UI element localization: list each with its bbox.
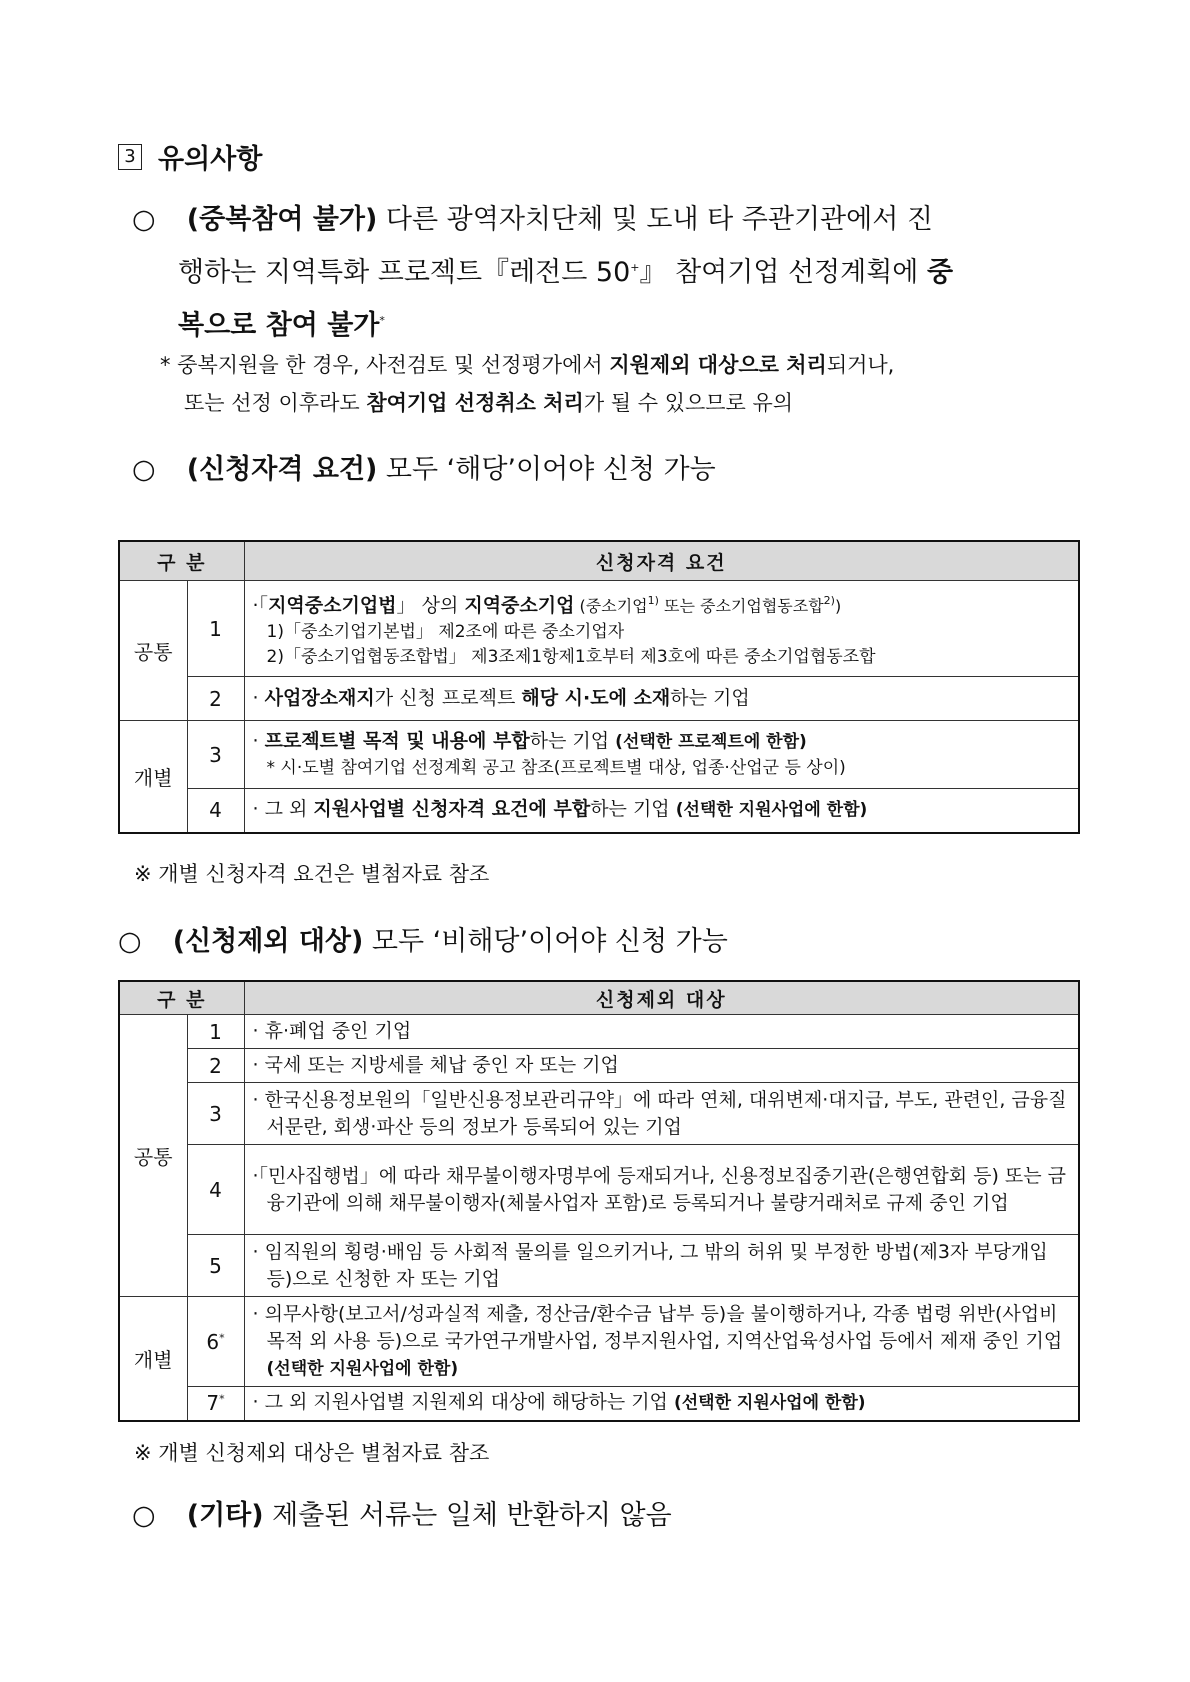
excl-head-category: 구 분: [119, 981, 244, 1015]
dup-line2: 행하는 지역특화 프로젝트『레전드 50: [178, 257, 631, 288]
text-bold: 프로젝트별 목적 및 내용에 부합: [264, 730, 530, 752]
etc-paragraph: [132, 1492, 672, 1540]
sup: *: [219, 1330, 225, 1344]
text: 하는 기업: [670, 687, 750, 709]
dup-line3-bold: 복으로 참여 불가: [178, 310, 380, 341]
dup-label: (중복참여 불가): [186, 204, 378, 235]
table-row: [119, 1015, 1079, 1049]
dup-line2-sup: +: [630, 261, 640, 274]
text: 가 신청 프로젝트: [374, 687, 522, 709]
elig-label: (신청자격 요건): [186, 454, 378, 485]
etc-rest: 제출된 서류는 일체 반환하지 않음: [263, 1500, 672, 1531]
text-bold: 지원사업별 신청자격 요건에 부합: [313, 798, 591, 821]
elig-row1-content: [244, 581, 1079, 677]
table-row: [119, 677, 1079, 721]
sup: 1): [647, 594, 659, 608]
excl-rest: 모두 ‘비해당’이어야 신청 가능: [363, 926, 728, 957]
section-heading: [118, 137, 262, 176]
sup: 2): [823, 594, 835, 608]
table-row: [119, 789, 1079, 833]
text-bold: (선택한 지원사업에 한함): [673, 1393, 866, 1414]
elig-head-requirement: 신청자격 요건: [244, 541, 1079, 581]
row-number: 3: [187, 1083, 244, 1145]
dup-paragraph: [132, 196, 1082, 350]
excl-category-common: 공통: [119, 1015, 187, 1297]
excl-row4-content: [244, 1145, 1079, 1235]
text: 또는 중소기업협동조합: [658, 596, 824, 616]
text: 6: [206, 1329, 220, 1354]
excl-refnote: ※ 개별 신청제외 대상은 별첨자료 참조: [134, 1441, 490, 1465]
dup-note-rest1: 되거나,: [826, 353, 895, 377]
elig-rest: 모두 ‘해당’이어야 신청 가능: [377, 454, 716, 485]
elig-row3-sub1: * 시·도별 참여기업 선정계획 공고 참조(프로젝트별 대상, 업종·산업군 등 상이): [266, 758, 846, 778]
elig-row1-sub1: 1)「중소기업기본법」 제2조에 따른 중소기업자: [266, 621, 625, 642]
dup-note-line2a: 또는 선정 이후라도: [184, 391, 367, 415]
elig-refnote: ※ 개별 신청자격 요건은 별첨자료 참조: [134, 862, 490, 886]
dup-note: [160, 346, 1090, 422]
excl-category-individual: 개별: [119, 1297, 187, 1421]
excl-row1-content: [244, 1015, 1079, 1049]
elig-row2-content: [244, 677, 1079, 721]
text: · 의무사항(보고서/성과실적 제출, 정산금/환수금 납부 등)을 불이행하거나, 각종 법령 위반(사업비 목적 외 사용 등)으로 국가연구개발사업, 정부지원사업, 지역산업육성사업 등에서 제재 중인 기업: [252, 1302, 1063, 1352]
bullet-circle: ○: [132, 1500, 156, 1531]
elig-head-category: 구 분: [119, 541, 244, 581]
excl-row6-content: [244, 1297, 1079, 1387]
table-row: [119, 581, 1079, 677]
eligibility-table: [118, 540, 1080, 834]
excl-row7-content: [244, 1387, 1079, 1421]
row-number: 3: [187, 721, 244, 789]
table-row: [119, 1145, 1079, 1235]
text: · 그 외 지원사업별 지원제외 대상에 해당하는 기업: [252, 1391, 674, 1414]
text: · 휴·폐업 중인 기업: [252, 1020, 412, 1042]
text-bold: 해당 시·도에 소재: [521, 687, 671, 709]
text: 하는 기업: [529, 730, 616, 752]
text: ·: [252, 687, 265, 709]
row-number: 1: [187, 1015, 244, 1049]
row-number: 5: [187, 1235, 244, 1297]
dup-line2-bold: 중: [926, 257, 954, 288]
table-row: [119, 1049, 1079, 1083]
sup: *: [219, 1392, 225, 1406]
text-bold: (선택한 지원사업에 한함): [675, 800, 868, 821]
text: 7: [206, 1391, 220, 1416]
elig-category-individual: 개별: [119, 721, 187, 833]
table-row: [119, 1235, 1079, 1297]
row-number-6: [187, 1297, 244, 1387]
row-number: 1: [187, 581, 244, 677]
text: · 국세 또는 지방세를 체납 중인 자 또는 기업: [252, 1054, 619, 1076]
dup-note-line2b: 가 될 수 있으므로 유의: [583, 391, 794, 415]
excl-row2-content: [244, 1049, 1079, 1083]
etc-label: (기타): [186, 1500, 264, 1531]
text: 하는 기업: [590, 798, 676, 821]
table-row: [119, 1297, 1079, 1387]
text-bold: 지역중소기업법: [268, 594, 397, 617]
text-bold: (선택한 프로젝트에 한함): [615, 732, 807, 752]
text: · 그 외: [252, 798, 314, 821]
row-number: 4: [187, 1145, 244, 1235]
text: ·: [252, 730, 265, 752]
table-row: [119, 1083, 1079, 1145]
text: · 임직원의 횡령·배임 등 사회적 물의를 일으키거나, 그 밖의 허위 및 부정한 방법(제3자 부당개입 등)으로 신청한 자 또는 기업: [252, 1240, 1048, 1290]
section-number-box: 3: [118, 144, 142, 170]
elig-heading: [132, 446, 716, 494]
table-row: [119, 1387, 1079, 1421]
excl-row5-content: [244, 1235, 1079, 1297]
text: ·「민사집행법」에 따라 채무불이행자명부에 등재되거나, 신용정보집중기관(은행연합회 등) 또는 금융기관에 의해 채무불이행자(체불사업자 포함)로 등록되거나 불량거래처로 규제 중인 기업: [252, 1164, 1067, 1214]
row-number: 2: [187, 1049, 244, 1083]
text-bold: 사업장소재지: [264, 687, 375, 709]
text-bold: (선택한 지원사업에 한함): [266, 1358, 459, 1379]
table-row: [119, 721, 1079, 789]
elig-row3-content: [244, 721, 1079, 789]
bullet-circle: ○: [118, 926, 142, 957]
exclusion-table: [118, 980, 1080, 1422]
text-bold: 지역중소기업: [464, 594, 575, 617]
excl-row3-content: [244, 1083, 1079, 1145]
section-title: 유의사항: [158, 144, 263, 175]
row-number: 4: [187, 789, 244, 833]
elig-category-common: 공통: [119, 581, 187, 721]
dup-note-bold1: 지원제외 대상으로 처리: [609, 353, 827, 377]
dup-note-line1: * 중복지원을 한 경우, 사전검토 및 선정평가에서: [160, 353, 610, 377]
elig-row1-sub2: 2)「중소기업협동조합법」 제3조제1항제1호부터 제3호에 따른 중소기업협동조합: [266, 646, 876, 667]
text: (중소기업: [574, 596, 648, 616]
excl-heading: [118, 918, 728, 966]
row-number: 2: [187, 677, 244, 721]
bullet-circle: ○: [132, 204, 156, 235]
bullet-circle: ○: [132, 454, 156, 485]
text: ): [834, 596, 842, 616]
elig-row4-content: [244, 789, 1079, 833]
dup-line3-sup: *: [379, 314, 385, 327]
text: 」 상의: [396, 594, 465, 617]
excl-label: (신청제외 대상): [172, 926, 364, 957]
dup-line2-rest: 』 참여기업 선정계획에: [639, 257, 927, 288]
text: ·「: [252, 594, 269, 617]
row-number-7: [187, 1387, 244, 1421]
dup-note-bold2: 참여기업 선정취소 처리: [366, 391, 584, 415]
dup-line1: 다른 광역자치단체 및 도내 타 주관기관에서 진: [377, 204, 933, 235]
text: · 한국신용정보원의「일반신용정보관리규약」에 따라 연체, 대위변제·대지급, 부도, 관련인, 금융질서문란, 회생·파산 등의 정보가 등록되어 있는 기업: [252, 1088, 1067, 1138]
excl-head-requirement: 신청제외 대상: [244, 981, 1079, 1015]
